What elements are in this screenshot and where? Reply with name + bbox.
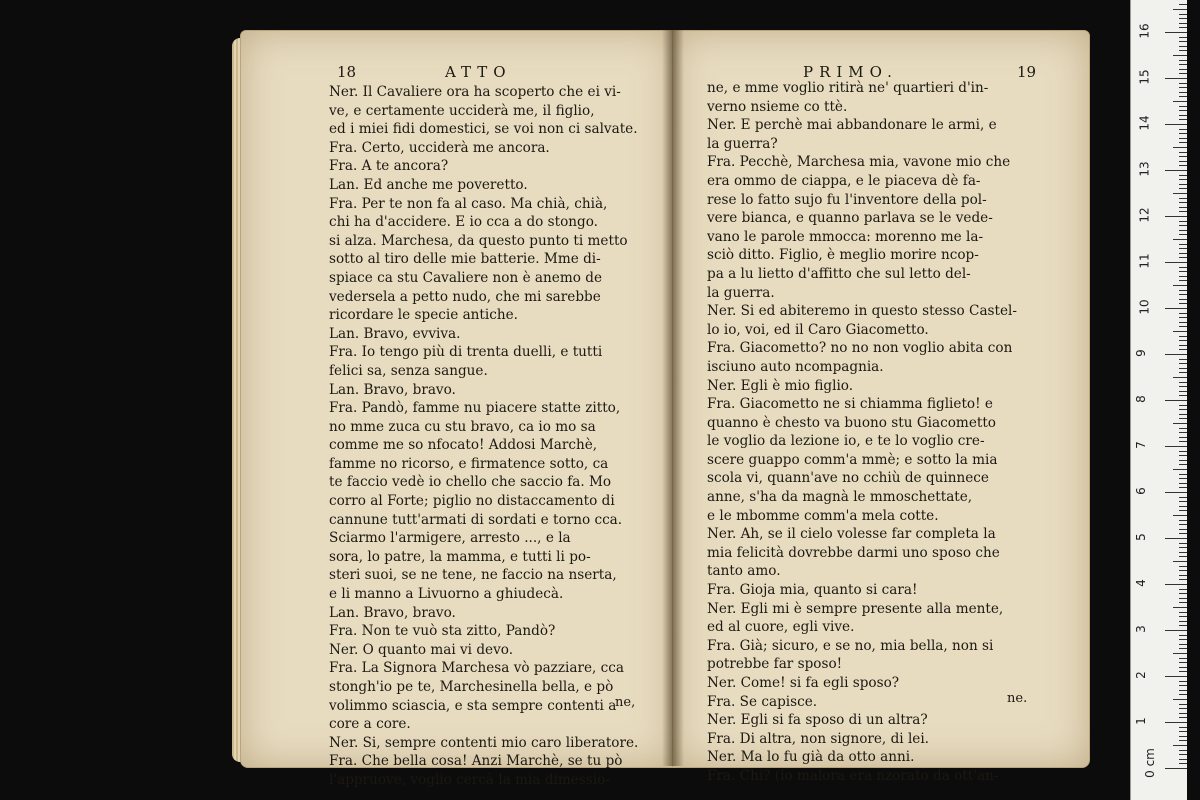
ruler-tick <box>1179 593 1187 594</box>
ruler-tick <box>1179 230 1187 231</box>
ruler-tick <box>1179 520 1187 521</box>
ruler-tick <box>1165 308 1187 309</box>
ruler-tick <box>1179 303 1187 304</box>
ruler-tick <box>1173 285 1187 286</box>
text-line: steri suoi, se ne tene, ne faccio na nserta, <box>329 567 617 584</box>
text-line: lo io, voi, ed il Caro Giacometto. <box>707 321 929 338</box>
ruler-tick <box>1179 395 1187 396</box>
ruler-tick <box>1173 193 1187 194</box>
ruler-tick <box>1179 299 1187 300</box>
ruler-tick <box>1165 768 1187 769</box>
ruler-tick <box>1165 584 1187 585</box>
ruler-tick <box>1179 667 1187 668</box>
ruler-tick <box>1179 382 1187 383</box>
ruler-tick <box>1179 704 1187 705</box>
text-line: core a core. <box>329 716 411 733</box>
ruler-tick <box>1179 294 1187 295</box>
ruler-tick <box>1173 699 1187 700</box>
text-line: spiace ca stu Cavaliere non è anemo de <box>329 269 602 286</box>
text-line: Ner. Ah, se il cielo volesse far completa la <box>707 526 996 543</box>
ruler-tick <box>1173 9 1187 10</box>
ruler-tick <box>1179 340 1187 341</box>
text-line: Lan. Bravo, evviva. <box>329 325 461 342</box>
ruler-tick <box>1179 50 1187 51</box>
ruler-number: 12 <box>1137 207 1152 223</box>
ruler-tick <box>1179 322 1187 323</box>
text-line: Fra. A te ancora? <box>329 158 449 175</box>
ruler-tick <box>1173 55 1187 56</box>
text-line: Fra. La Signora Marchesa vò pazziare, cca <box>329 660 624 677</box>
ruler-tick <box>1179 73 1187 74</box>
ruler-tick <box>1179 685 1187 686</box>
ruler-tick <box>1179 317 1187 318</box>
ruler-tick <box>1179 27 1187 28</box>
ruler-tick <box>1165 630 1187 631</box>
text-line: tanto amo. <box>707 563 781 580</box>
ruler-tick <box>1179 547 1187 548</box>
ruler-tick <box>1165 722 1187 723</box>
ruler-number: 15 <box>1137 69 1152 85</box>
ruler-tick <box>1179 225 1187 226</box>
ruler-tick <box>1179 349 1187 350</box>
right-page-number: 19 <box>1017 63 1037 81</box>
left-page <box>240 30 674 788</box>
right-page-text <box>707 79 1077 786</box>
ruler-tick <box>1179 763 1187 764</box>
text-line: verno nsieme co ttè. <box>707 98 848 115</box>
ruler-tick <box>1179 506 1187 507</box>
ruler-tick <box>1179 635 1187 636</box>
ruler-tick <box>1179 221 1187 222</box>
ruler-tick <box>1179 138 1187 139</box>
ruler-tick <box>1173 561 1187 562</box>
text-line: sciò ditto. Figlio, è meglio morire ncop- <box>707 247 979 264</box>
ruler-tick <box>1179 14 1187 15</box>
ruler-tick <box>1173 101 1187 102</box>
ruler-tick <box>1179 487 1187 488</box>
ruler-tick <box>1173 331 1187 332</box>
ruler-tick <box>1173 745 1187 746</box>
text-line: vedersela a petto nudo, che mi sarebbe <box>329 288 601 305</box>
text-line: Fra. Già; sicuro, e se no, mia bella, non si <box>707 637 994 654</box>
ruler-tick <box>1179 363 1187 364</box>
ruler-tick <box>1179 759 1187 760</box>
ruler-number: 11 <box>1137 253 1152 269</box>
text-line: anne, s'ha da magnà le mmoschettate, <box>707 489 973 506</box>
ruler-tick <box>1179 690 1187 691</box>
text-line: scere guappo comm'a mmè; e sotto la mia <box>707 451 998 468</box>
ruler-tick <box>1179 598 1187 599</box>
text-line: ricordare le specie antiche. <box>329 307 518 324</box>
text-line: si alza. Marchesa, da questo punto ti metto <box>329 232 628 249</box>
ruler-tick <box>1179 478 1187 479</box>
text-line: isciuno auto ncompagnia. <box>707 358 884 375</box>
ruler-unit-label: 0 cm <box>1142 748 1157 778</box>
ruler-tick <box>1179 612 1187 613</box>
ruler-number: 3 <box>1133 625 1148 633</box>
ruler-tick <box>1165 354 1187 355</box>
text-line: volimmo sciascia, e sta sempre contenti a <box>329 697 617 714</box>
text-line: chi ha d'accidere. E io cca a do stongo. <box>329 214 598 231</box>
ruler-tick <box>1173 147 1187 148</box>
text-line: le voglio da lezione io, e te lo voglio cre- <box>707 433 985 450</box>
ruler-tick <box>1179 405 1187 406</box>
ruler-tick <box>1179 750 1187 751</box>
ruler-tick <box>1173 607 1187 608</box>
ruler-tick <box>1179 313 1187 314</box>
text-line: stongh'io pe te, Marchesinella bella, e pò <box>329 679 614 695</box>
text-line: Ner. Come! si fa egli sposo? <box>707 675 900 691</box>
text-line: Fra. Pecchè, Marchesa mia, vavone mio che <box>707 154 1011 171</box>
ruler-tick <box>1179 60 1187 61</box>
text-line: te faccio vedè io chello che saccio fa. Mo <box>329 474 612 491</box>
right-catchword: ne. <box>1007 691 1028 706</box>
ruler-tick <box>1179 18 1187 19</box>
ruler-tick <box>1165 170 1187 171</box>
ruler-tick <box>1179 731 1187 732</box>
ruler-tick <box>1179 37 1187 38</box>
ruler-tick <box>1179 202 1187 203</box>
ruler-tick <box>1179 69 1187 70</box>
text-line: quanno è chesto va buono stu Giacometto <box>707 414 996 431</box>
ruler-tick <box>1179 391 1187 392</box>
ruler-tick <box>1179 368 1187 369</box>
text-line: scola vi, quann'ave no cchiù de quinnece <box>707 470 989 487</box>
ruler-number: 16 <box>1137 23 1152 39</box>
ruler-tick <box>1179 41 1187 42</box>
ruler-tick <box>1179 115 1187 116</box>
text-line: ne, e mme voglio ritirà ne' quartieri d'in- <box>707 80 989 96</box>
ruler-tick <box>1179 92 1187 93</box>
text-line: la guerra? <box>707 135 778 152</box>
ruler-tick <box>1179 336 1187 337</box>
ruler-tick <box>1179 414 1187 415</box>
text-line: Ner. Egli si fa sposo di un altra? <box>707 712 928 729</box>
ruler-tick <box>1179 83 1187 84</box>
text-line: Fra. Giacometto ne si chiamma figlieto! e <box>707 396 993 413</box>
text-line: Lan. Bravo, bravo. <box>329 381 456 398</box>
measuring-ruler <box>1130 0 1187 800</box>
ruler-tick <box>1179 46 1187 47</box>
ruler-tick <box>1179 441 1187 442</box>
text-line: vere bianca, e quanno parlava se le vede- <box>707 210 993 227</box>
ruler-tick <box>1179 267 1187 268</box>
text-line: Fra. Di altra, non signore, di lei. <box>707 730 930 747</box>
ruler-tick <box>1179 589 1187 590</box>
ruler-tick <box>1179 64 1187 65</box>
ruler-tick <box>1179 464 1187 465</box>
text-line: felici sa, senza sangue. <box>329 362 488 379</box>
ruler-tick <box>1165 446 1187 447</box>
ruler-number: 6 <box>1133 487 1148 495</box>
text-line: Ner. Egli è mio figlio. <box>707 377 854 394</box>
ruler-tick <box>1179 280 1187 281</box>
ruler-number: 7 <box>1133 441 1148 449</box>
ruler-tick <box>1173 377 1187 378</box>
right-running-head: PRIMO. <box>803 63 898 81</box>
ruler-tick <box>1179 432 1187 433</box>
text-line: Fra. Gioja mia, quanto si cara! <box>707 582 918 599</box>
ruler-tick <box>1179 211 1187 212</box>
text-line: Sciarmo l'armigere, arresto ..., e la <box>329 530 571 547</box>
text-line: Fra. Certo, ucciderà me ancora. <box>329 139 550 156</box>
text-line: Ner. O quanto mai vi devo. <box>329 641 514 658</box>
ruler-tick <box>1165 216 1187 217</box>
ruler-tick <box>1179 501 1187 502</box>
text-line: comme me so nfocato! Addosi Marchè, <box>329 437 598 454</box>
text-line: Fra. Pandò, famme nu piacere statte zitto, <box>329 400 621 417</box>
ruler-tick <box>1179 754 1187 755</box>
text-line: e li manno a Livuorno a ghiudecà. <box>329 586 564 603</box>
ruler-tick <box>1179 4 1187 5</box>
ruler-number: 10 <box>1137 299 1152 315</box>
ruler-tick <box>1179 575 1187 576</box>
text-line: Fra. Per te non fa al caso. Ma chià, chià, <box>329 195 608 212</box>
ruler-tick <box>1165 492 1187 493</box>
ruler-number: 5 <box>1133 533 1148 541</box>
text-line: Ner. Ma lo fu già da otto anni. <box>707 749 915 766</box>
ruler-tick <box>1179 165 1187 166</box>
text-line: ed i miei fidi domestici, se voi non ci salvate. <box>329 121 638 138</box>
ruler-tick <box>1179 179 1187 180</box>
left-page-text <box>329 83 669 790</box>
ruler-tick <box>1179 533 1187 534</box>
ruler-tick <box>1165 400 1187 401</box>
text-line: sora, lo patre, la mamma, e tutti li po- <box>329 548 591 565</box>
ruler-tick <box>1179 713 1187 714</box>
ruler-tick <box>1165 32 1187 33</box>
ruler-tick <box>1179 110 1187 111</box>
ruler-tick <box>1179 271 1187 272</box>
ruler-tick <box>1179 248 1187 249</box>
text-line: no mme zuca cu stu bravo, ca io mo sa <box>329 418 596 435</box>
ruler-tick <box>1179 727 1187 728</box>
text-line: vano le parole mmocca: morenno me la- <box>707 228 984 245</box>
ruler-tick <box>1165 676 1187 677</box>
ruler-tick <box>1179 483 1187 484</box>
text-line: Fra. Non te vuò sta zitto, Pandò? <box>329 623 556 640</box>
ruler-tick <box>1179 510 1187 511</box>
text-line: l'appruove, voglio cercà la mia dimessio- <box>329 771 610 788</box>
ruler-tick <box>1179 276 1187 277</box>
ruler-tick <box>1179 681 1187 682</box>
open-book <box>232 30 1102 788</box>
text-line: potrebbe far sposo! <box>707 656 843 673</box>
ruler-tick <box>1173 653 1187 654</box>
ruler-tick <box>1179 708 1187 709</box>
ruler-tick <box>1165 538 1187 539</box>
ruler-number: 14 <box>1137 115 1152 131</box>
ruler-tick <box>1179 184 1187 185</box>
ruler-tick <box>1179 671 1187 672</box>
book-gutter <box>662 30 684 766</box>
text-line: Fra. Se capisce. <box>707 693 818 710</box>
ruler-tick <box>1179 455 1187 456</box>
text-line: la guerra. <box>707 284 775 301</box>
ruler-number: 4 <box>1133 579 1148 587</box>
ruler-tick <box>1179 234 1187 235</box>
text-line: Fra. Chi? (io malora era nzorato da ott'an- <box>707 767 999 784</box>
text-line: famme no ricorso, e firmatence sotto, ca <box>329 455 609 472</box>
ruler-tick <box>1179 621 1187 622</box>
ruler-tick <box>1179 207 1187 208</box>
ruler-tick <box>1179 418 1187 419</box>
text-line: Ner. E perchè mai abbandonare le armi, e <box>707 117 997 134</box>
ruler-tick <box>1165 78 1187 79</box>
ruler-tick <box>1179 87 1187 88</box>
ruler-tick <box>1179 253 1187 254</box>
left-running-head: ATTO <box>445 63 512 81</box>
text-line: era ommo de ciappa, e le piaceva dè fa- <box>707 172 981 189</box>
ruler-tick <box>1173 469 1187 470</box>
text-line: Fra. Che bella cosa! Anzi Marchè, se tu pò <box>329 753 623 770</box>
text-line: e le mbomme comm'a mela cotte. <box>707 507 939 524</box>
ruler-tick <box>1179 616 1187 617</box>
text-line: rese lo fatto sujo fu l'inventore della pol- <box>707 191 987 208</box>
ruler-tick <box>1179 244 1187 245</box>
ruler-tick <box>1179 474 1187 475</box>
ruler-tick <box>1179 497 1187 498</box>
ruler-tick <box>1165 124 1187 125</box>
text-line: sotto al tiro delle mie batterie. Mme di- <box>329 251 601 268</box>
ruler-tick <box>1179 386 1187 387</box>
ruler-tick <box>1179 359 1187 360</box>
text-line: Fra. Io tengo più di trenta duelli, e tutti <box>329 344 603 361</box>
ruler-tick <box>1173 239 1187 240</box>
ruler-tick <box>1179 409 1187 410</box>
ruler-number: 9 <box>1133 349 1148 357</box>
text-line: cannune tutt'armati di sordati e torno cca. <box>329 511 623 528</box>
ruler-tick <box>1179 579 1187 580</box>
text-line: Ner. Si ed abiteremo in questo stesso Castel- <box>707 303 1017 320</box>
ruler-tick <box>1179 460 1187 461</box>
ruler-tick <box>1179 198 1187 199</box>
ruler-tick <box>1179 175 1187 176</box>
ruler-tick <box>1179 156 1187 157</box>
ruler-tick <box>1179 129 1187 130</box>
text-line: Ner. Si, sempre contenti mio caro liberatore. <box>329 734 639 751</box>
text-line: Fra. Giacometto? no no non voglio abita con <box>707 340 1013 357</box>
ruler-number: 8 <box>1133 395 1148 403</box>
ruler-number: 13 <box>1137 161 1152 177</box>
text-line: mia felicità dovrebbe darmi uno sposo che <box>707 544 1000 561</box>
text-line: Ner. Egli mi è sempre presente alla mente, <box>707 600 1004 617</box>
ruler-tick <box>1179 524 1187 525</box>
ruler-tick <box>1179 257 1187 258</box>
ruler-tick <box>1179 119 1187 120</box>
ruler-tick <box>1179 23 1187 24</box>
ruler-tick <box>1179 543 1187 544</box>
left-page-number: 18 <box>337 63 357 81</box>
ruler-tick <box>1179 345 1187 346</box>
ruler-tick <box>1179 566 1187 567</box>
ruler-tick <box>1179 625 1187 626</box>
text-line: ed al cuore, egli vive. <box>707 619 855 636</box>
text-line: pa a lu lietto d'affitto che sul letto del- <box>707 265 971 282</box>
ruler-tick <box>1179 161 1187 162</box>
ruler-tick <box>1179 142 1187 143</box>
ruler-tick <box>1179 437 1187 438</box>
right-page <box>672 30 1090 784</box>
ruler-tick <box>1179 570 1187 571</box>
ruler-tick <box>1173 515 1187 516</box>
ruler-tick <box>1173 423 1187 424</box>
ruler-number: 2 <box>1133 671 1148 679</box>
ruler-tick <box>1179 639 1187 640</box>
ruler-tick <box>1179 556 1187 557</box>
ruler-tick <box>1179 451 1187 452</box>
ruler-tick <box>1179 658 1187 659</box>
ruler-tick <box>1179 372 1187 373</box>
ruler-tick <box>1179 644 1187 645</box>
ruler-tick <box>1179 96 1187 97</box>
ruler-tick <box>1179 188 1187 189</box>
ruler-tick <box>1179 152 1187 153</box>
ruler-tick <box>1179 133 1187 134</box>
ruler-tick <box>1179 736 1187 737</box>
text-line: Ner. Il Cavaliere ora ha scoperto che ei vi- <box>329 84 621 100</box>
text-line: corro al Forte; piglio no distaccamento di <box>329 493 615 510</box>
ruler-tick <box>1165 262 1187 263</box>
ruler-number: 1 <box>1133 717 1148 725</box>
ruler-tick <box>1179 428 1187 429</box>
ruler-tick <box>1179 552 1187 553</box>
ruler-tick <box>1179 106 1187 107</box>
text-line: Lan. Bravo, bravo. <box>329 604 456 621</box>
ruler-tick <box>1179 694 1187 695</box>
text-line: ve, e certamente ucciderà me, il figlio, <box>329 102 595 119</box>
ruler-tick <box>1179 326 1187 327</box>
text-line: Lan. Ed anche me poveretto. <box>329 176 528 193</box>
ruler-tick <box>1179 662 1187 663</box>
ruler-tick <box>1179 602 1187 603</box>
ruler-tick <box>1179 648 1187 649</box>
left-catchword: ne, <box>615 695 636 710</box>
ruler-tick <box>1179 290 1187 291</box>
ruler-tick <box>1179 529 1187 530</box>
ruler-tick <box>1179 740 1187 741</box>
ruler-tick <box>1179 717 1187 718</box>
